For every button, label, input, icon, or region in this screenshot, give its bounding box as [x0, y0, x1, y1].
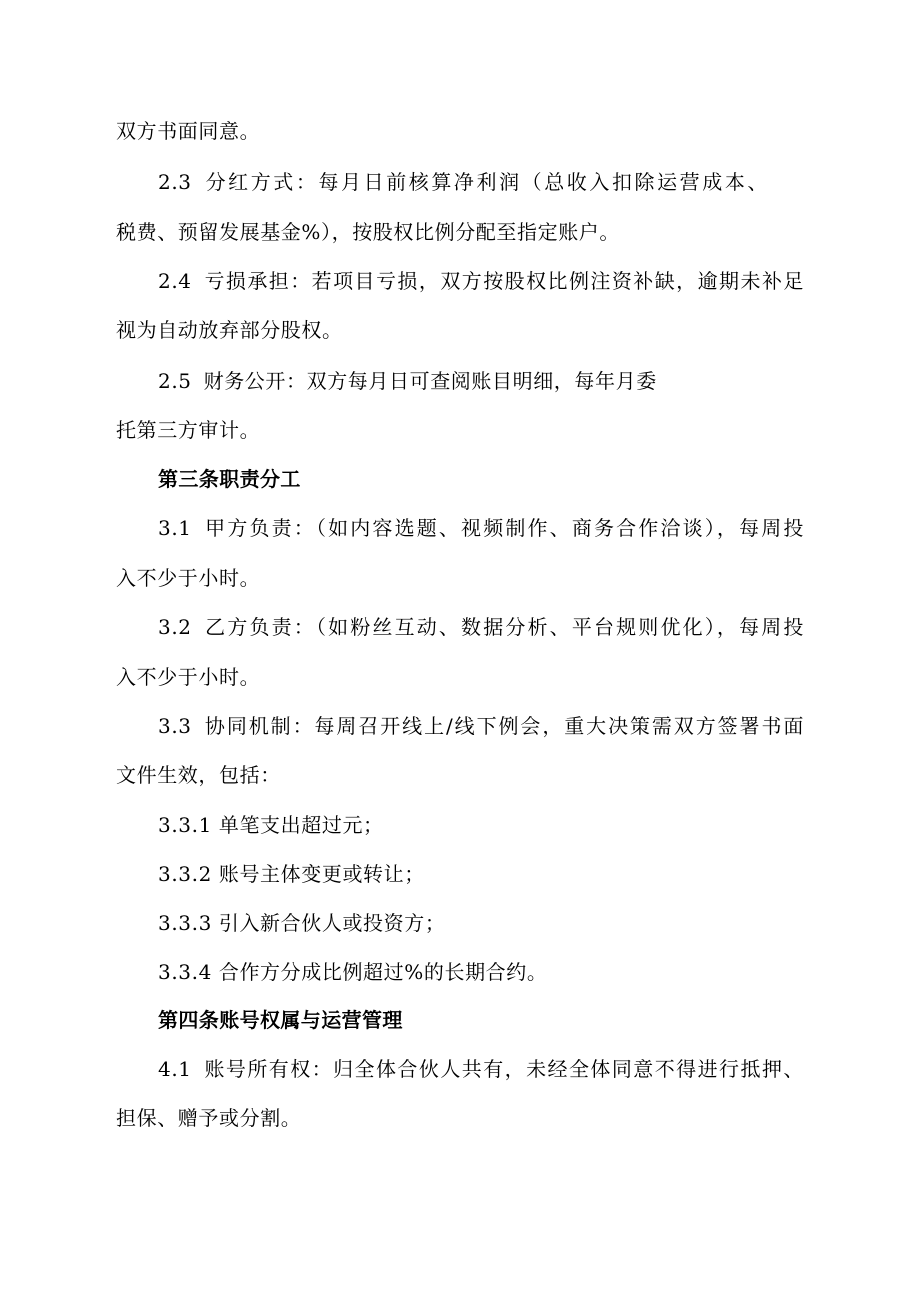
clause-2-4-continuation — [116, 317, 343, 343]
line-text: 担保、赠予或分割。 — [116, 1106, 302, 1130]
clause-text: 分红方式：每月日前核算净利润（总收入扣除运营成本、 — [203, 170, 768, 194]
line-text: 入不少于小时。 — [116, 566, 261, 590]
clause-3-2-continuation — [116, 664, 260, 690]
clause-3-2 — [158, 614, 804, 640]
clause-2-5 — [158, 368, 657, 394]
paragraph-2-2-continuation — [116, 118, 260, 144]
clause-number: 2.3 — [158, 170, 192, 194]
clause-text: 合作方分成比例超过%的长期合约。 — [218, 960, 548, 984]
clause-number: 3.3.1 — [158, 813, 212, 837]
clause-number: 3.2 — [158, 615, 192, 639]
line-text: 视为自动放弃部分股权。 — [116, 318, 343, 342]
clause-3-3-continuation — [116, 762, 281, 788]
clause-number: 3.3.3 — [158, 911, 212, 935]
clause-3-3-2 — [158, 861, 425, 887]
clause-text: 账号所有权：归全体合伙人共有，未经全体同意不得进行抵押、 — [203, 1057, 804, 1081]
line-text: 税费、预留发展基金%），按股权比例分配至指定账户。 — [116, 220, 621, 244]
line-text: 入不少于小时。 — [116, 665, 261, 689]
clause-number: 3.1 — [158, 516, 192, 540]
clause-number: 2.5 — [158, 369, 192, 393]
line-text: 文件生效，包括： — [116, 763, 281, 787]
clause-3-3 — [158, 713, 804, 739]
section-heading-article-3 — [158, 466, 301, 492]
line-text: 双方书面同意。 — [116, 119, 261, 143]
clause-text: 乙方负责：（如粉丝互动、数据分析、平台规则优化），每周投 — [203, 615, 804, 639]
clause-3-3-1 — [158, 812, 384, 838]
clause-number: 4.1 — [158, 1057, 192, 1081]
clause-number: 3.3.2 — [158, 862, 212, 886]
clause-3-1-continuation — [116, 565, 260, 591]
clause-text: 账号主体变更或转让； — [218, 862, 425, 886]
clause-text: 亏损承担：若项目亏损，双方按股权比例注资补缺，逾期未补足 — [203, 269, 804, 293]
line-text: 托第三方审计。 — [116, 418, 261, 442]
clause-number: 3.3 — [158, 714, 192, 738]
clause-3-3-3 — [158, 910, 445, 936]
heading-text: 第三条职责分工 — [158, 467, 301, 491]
clause-2-4 — [158, 268, 804, 294]
clause-3-3-4 — [158, 959, 547, 985]
clause-text: 引入新合伙人或投资方； — [218, 911, 446, 935]
clause-text: 协同机制：每周召开线上/线下例会，重大决策需双方签署书面 — [203, 714, 804, 738]
clause-number: 3.3.4 — [158, 960, 212, 984]
clause-2-5-continuation — [116, 417, 260, 443]
clause-text: 财务公开：双方每月日可查阅账目明细，每年月委 — [203, 369, 657, 393]
clause-4-1-continuation — [116, 1105, 301, 1131]
clause-number: 2.4 — [158, 269, 192, 293]
clause-3-1 — [158, 515, 804, 541]
clause-text: 甲方负责：（如内容选题、视频制作、商务合作洽谈），每周投 — [203, 516, 804, 540]
section-heading-article-4 — [158, 1007, 403, 1033]
clause-2-3-continuation — [116, 219, 620, 245]
clause-2-3 — [158, 169, 768, 195]
clause-4-1 — [158, 1056, 804, 1082]
clause-text: 单笔支出超过元； — [218, 813, 384, 837]
heading-text: 第四条账号权属与运营管理 — [158, 1008, 403, 1032]
